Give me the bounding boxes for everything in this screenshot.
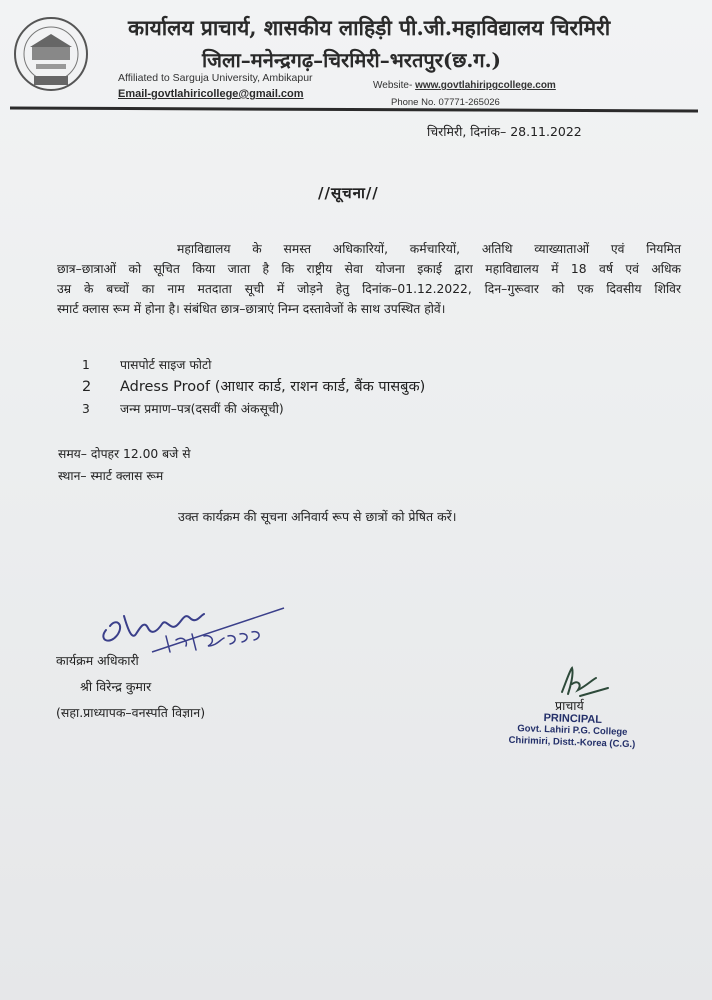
program-officer-block <box>56 648 205 726</box>
venue-line: स्थान– स्मार्ट क्लास रूम <box>58 469 164 483</box>
affiliation: Affiliated to Sarguja University, Ambikapur <box>118 72 313 84</box>
notice-body <box>57 239 681 319</box>
notice-title: //सूचना// <box>318 184 379 202</box>
phone-number: Phone No. 07771-265026 <box>391 97 500 108</box>
date-value: 28.11.2022 <box>510 124 582 139</box>
program-officer-designation: (सहा.प्राध्यापक–वनस्पति विज्ञान) <box>56 705 206 720</box>
website-line <box>373 80 556 91</box>
closing-instruction: उक्त कार्यक्रम की सूचना अनिवार्य रूप से छात्रों को प्रेषित करें। <box>178 509 457 524</box>
date-line <box>427 123 582 140</box>
list-item <box>82 376 425 398</box>
list-item-number: 1 <box>82 358 90 372</box>
office-title: कार्यालय प्राचार्य, शासकीय लाहिड़ी पी.जी.महाविद्यालय चिरमिरी <box>128 15 611 40</box>
list-item <box>82 398 425 420</box>
list-item <box>82 354 425 376</box>
body-line: उम्र के बच्चों का नाम मतदाता सूची में जोड़ने हेतु दिनांक–01.12.2022, दिन–गुरूवार को एक दिवसीय शिविर <box>57 282 681 296</box>
body-line: छात्र–छात्राओं को सूचित किया जाता है कि राष्ट्रीय सेवा योजना इकाई द्वारा महाविद्यालय में 18 वर्ष एवं अधिक <box>57 262 681 276</box>
principal-signature-icon <box>556 662 616 702</box>
stamp-line: PRINCIPAL <box>543 711 603 727</box>
list-item-text: Adress Proof (आधार कार्ड, राशन कार्ड, बैंक पासबुक) <box>120 379 426 395</box>
body-line: स्मार्ट क्लास रूम में होना है। संबंधित छात्र–छात्राएं निम्न दस्तावेजों के साथ उपस्थित होवें। <box>57 302 446 316</box>
stamp-line: Govt. Lahiri P.G. College <box>517 723 628 738</box>
college-seal-icon <box>12 14 90 96</box>
email-link[interactable]: Email-govtlahiricollege@gmail.com <box>118 88 304 100</box>
date-place: चिरमिरी, दिनांक– <box>427 124 507 139</box>
program-officer-name: श्री विरेन्द्र कुमार <box>80 679 152 694</box>
body-line: महाविद्यालय के समस्त अधिकारियों, कर्मचारियों, अतिथि व्याख्याताओं एवं नियमित <box>177 242 681 256</box>
principal-stamp <box>508 711 636 751</box>
time-line: समय– दोपहर 12.00 बजे से <box>58 447 191 461</box>
documents-list <box>82 354 425 420</box>
schedule <box>58 443 191 487</box>
principal-title: प्राचार्य <box>555 698 584 713</box>
website-label: Website- <box>373 80 413 91</box>
stamp-line: Chirimiri, Distt.-Korea (C.G.) <box>508 734 636 751</box>
header-divider <box>10 106 698 112</box>
website-link[interactable]: www.govtlahiripgcollege.com <box>415 80 556 91</box>
district-line: जिला–मनेन्द्रगढ़–चिरमिरी–भरतपुर(छ.ग.) <box>202 48 502 72</box>
list-item-text: पासपोर्ट साइज फोटो <box>120 358 212 372</box>
program-officer-title: कार्यक्रम अधिकारी <box>56 653 139 668</box>
list-item-number: 3 <box>82 402 90 416</box>
list-item-text: जन्म प्रमाण–पत्र(दसवीं की अंकसूची) <box>120 402 284 416</box>
list-item-number: 2 <box>82 379 92 395</box>
